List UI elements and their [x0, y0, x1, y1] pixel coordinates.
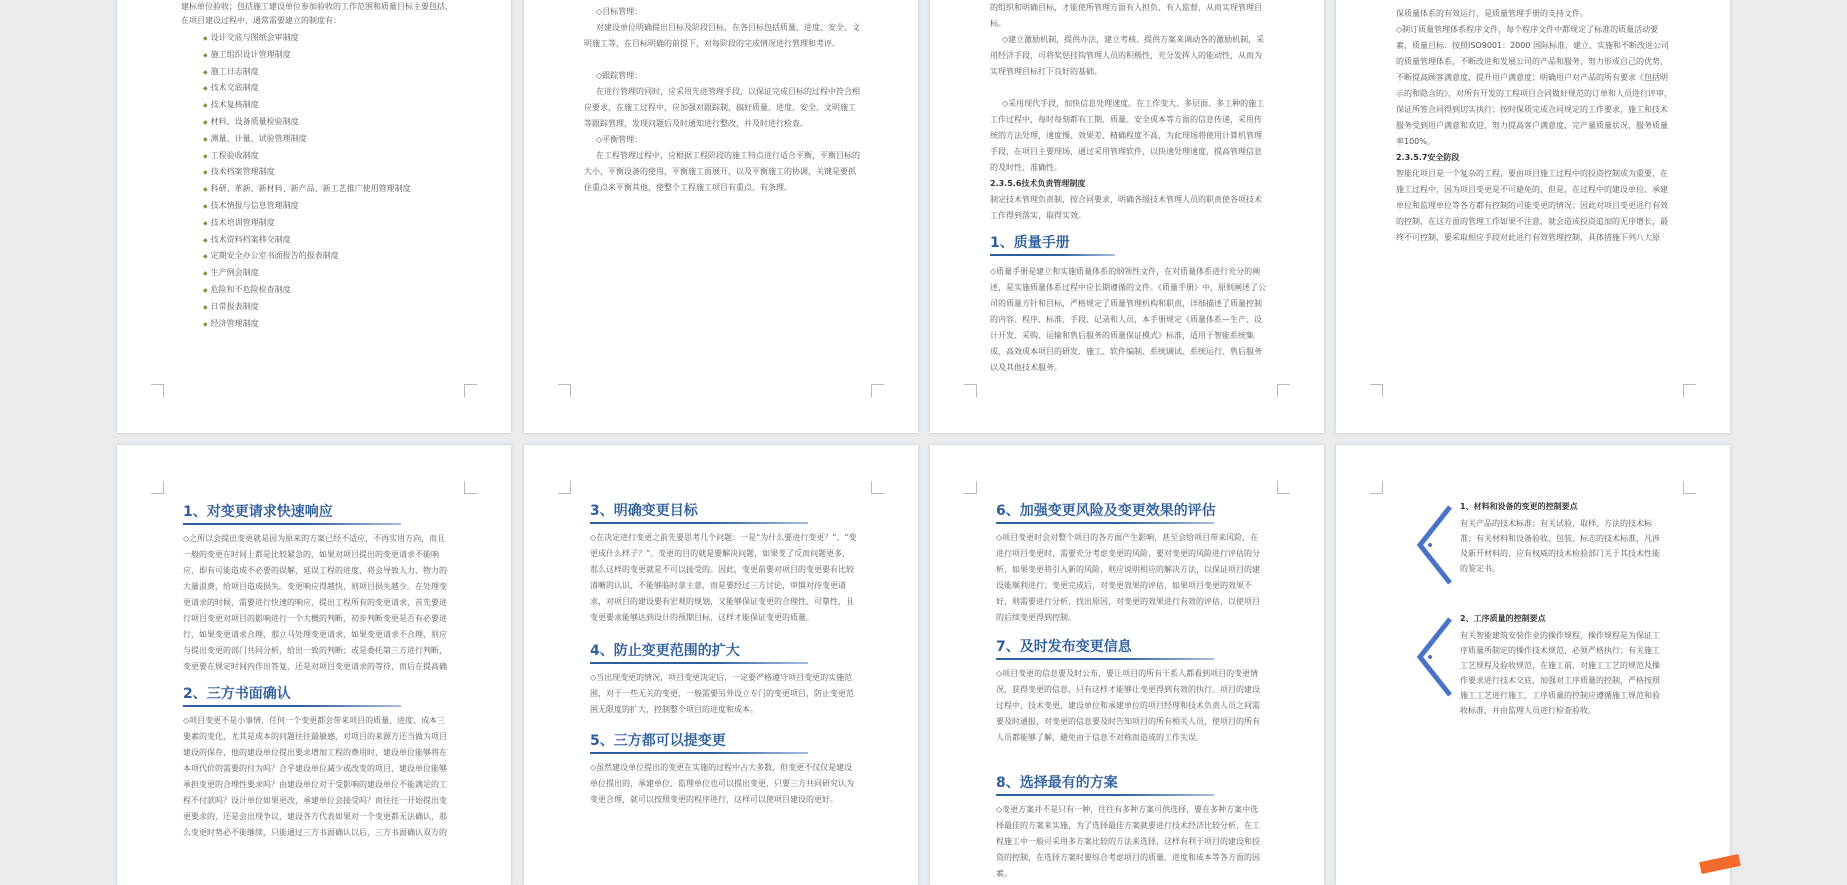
page-4-para-1: ◇制订质量管理体系程序文件，每个程序文件中都规定了标准的质量活动要素，质量目标：按照ISO9001：2000 国际标准，建立、实施和不断改进公司的质量管理体系，不断改进和发展公司的产品和服务，努力形成自己的优势，不断提高顾客满意度，提升用户满意度；明确用户对产品的所有要求《包括明示的和隐含的》，对所有开发的工程项目合同做好规范的订单和人员进行评审，保证所签合同得到切实执行；按时保质完成合同规定的工作要求，施工和技术服务受到用户满意和欢迎，努力提高客户满意度，完产量质量状况，服务质量率100%。	[1396, 25, 1672, 146]
page-1-list-item: ◆ 技术复核制度	[203, 97, 453, 114]
page-1-list-item: ◆ 生产例会制度	[203, 265, 453, 282]
page-6-heading-3: 5、三方都可以提变更	[590, 732, 858, 752]
document-page-5	[117, 445, 511, 885]
page-1-list-item: ◆ 测量、计量、试验管理制度	[203, 131, 453, 148]
page-3-body: ◇质量手册是建立和实施质量体系的纲领性文件，在对质量体系进行充分的阐述，是实施质量体系过程中应长期遵循的文件。《质量手册》中，原则阐述了公司的质量方针和目标，严格规定了质量管理机构和职责，详细描述了质量控制的内容、程序、标准、手段、记录和人员，本手册规定《质量体系—生产、设计开发、采购、运输和售后服务的质量保证模式》标准，适用于智能系统集成、高效成本项目的研发、施工、软件编制、系统调试、系统运行、售后服务以及其他技术服务。	[990, 267, 1266, 372]
page-5-text-1: ◇之所以会提出变更就是因为原来的方案已经不适应，不再实用方向，而且一般的变更在时间上都是比较紧急的，如果对项目提出的变更请求不能响应，即有可能造成不必要的误解，延误工程的进度，将会导致人力、物力的大量浪费，给项目造成损失。变更响应得越快，则项目损失越少。在处理变更请求的时候，需要进行快速的响应，提出工程所有的变更请求，首先要进行项目变更对项目的影响进行一个大概的判断，初步判断变更是否有必要进行，如果变更请求合理，那立马处理变更请求，如果变更请求不合理，则应与提出变更的部门共同分析，给出一致的判断；或是委托第三方进行判断，变更要在规定时间内作出答复，还是对项目变更请求的等待，而后在提高确	[183, 534, 447, 671]
page-8-item-2	[1460, 613, 1660, 718]
page-1-list-item: ◆ 危险和不危险检查制度	[203, 282, 453, 299]
page-6-text-1: ◇在决定进行变更之前先要思考几个问题：一是“为什么要进行变更？”、“变更成什么样子？”。变更的目的就是要解决问题，如果变了反而问题更多，那么这样的变更就是不可以接受的。因此，变更前要对项目的变更要有比较清晰的认识，不能够临时拿主意，而是要经过三方讨论，审慎对待变更请求，对项目的建设要有宏观的规划，又能够保证变更的合理性、可靠性，且变更要求能够达到设计的预期目标，这样才能保证变更的质量。	[590, 533, 857, 622]
page-4-sub-heading: 2.3.5.7安全防段	[1396, 153, 1460, 162]
page-5-content	[183, 503, 451, 841]
page-8-item-1-text: 有关产品的技术标准；有关试验、取样、方法的技术标准；有关材料和设备验收、包装、标志的技术标准，凡涉及新开材料的，应有权威的技术检验部门关于其技术性能的鉴定书。	[1460, 519, 1660, 573]
chevron-arrow-icon	[1414, 615, 1458, 699]
page-1-list-item: ◆ 工程验收制度	[203, 148, 453, 165]
page-1-list-item: ◆ 日常报表制度	[203, 299, 453, 316]
page-3-heading: 1、质量手册	[990, 234, 1266, 254]
page-1-list-item: ◆ 定期安全办公室书面报告的报表制度	[203, 248, 453, 265]
page-6-text-3: ◇虽然建设单位提出的变更在实施的过程中占大多数，但变更不仅仅是建设单位提出的，承建单位、监理单位也可以提出变更，只要三方共同研究认为变更合理，就可以按照变更的程序进行，这样可以使项目建设的更好。	[590, 763, 854, 804]
corner-mark	[558, 384, 571, 397]
page-2-item-text: 在进行管理的同时，应采用先进管理手段，以保证完成目标的过程中符合相应要求，在施工过程中，应加强对跟踪制，搞好质量、进度、安全、文明施工等跟踪管理，发现问题后及时通知进行整改，并及时进行检查。	[584, 87, 860, 128]
document-page-7	[930, 445, 1324, 885]
page-2-content	[584, 4, 860, 196]
page-1-list	[181, 30, 453, 332]
page-1-list-item: ◆ 技术档案管理制度	[203, 164, 453, 181]
corner-mark	[1683, 384, 1696, 397]
page-6-heading-1: 3、明确变更目标	[590, 502, 858, 522]
page-8-item-2-text: 有关智能建筑安装作业的操作规程，操作规程是为保证工序质量所制定的操作技术规范，必须严格执行；有关施工工艺规程及验收规范，在施工前，对施工工艺的规范及操作要求进行技术交底，加强对工序质量的控制，严格按照施工工艺进行施工，工序质量的控制应遵循施工规范和验收标准，并由监理人员进行检查验收。	[1460, 631, 1660, 715]
corner-mark	[964, 481, 977, 494]
corner-mark	[558, 481, 571, 494]
document-page-1	[117, 0, 511, 433]
page-4-top: 保质量体系的有效运行，是质量管理手册的支持文件。	[1396, 9, 1588, 18]
chevron-marker-2	[1414, 615, 1458, 695]
page-1-list-item: ◆ 技术培训管理制度	[203, 215, 453, 232]
page-3-sub-heading: 2.3.5.6技术负责管理制度	[990, 179, 1086, 188]
page-6-content	[590, 502, 858, 824]
page-8-item-1-head: 1、材料和设备的变更的控制要点	[1460, 502, 1578, 511]
page-1-list-item: ◆ 设计交底与图纸会审制度	[203, 30, 453, 47]
corner-mark	[1277, 384, 1290, 397]
page-4-content	[1396, 6, 1672, 246]
page-2-item-text: 对建设单位明确提出目标及阶段目标，在各目标包括质量、进度、安全、文明施工等，在目标明确的前提下，对每阶段的完成情况进行管理和考评。	[584, 23, 860, 48]
page-2-item-text: 在工程管理过程中，应根据工程阶段的施工特点进行适合平衡，平衡目标的大小，平衡设备的使用，平衡施工面展开，以及平衡施工的协调，关键是要抓住重点来平衡其他，使整个工程施工项目有重点、有条理。	[584, 151, 860, 192]
page-1-list-item: ◆ 科研、革新、新材料、新产品、新工艺推广使用管理制度	[203, 181, 453, 198]
page-1-list-item: ◆ 经济管理制度	[203, 316, 453, 333]
document-page-6	[524, 445, 918, 885]
page-3-sub-text: 制定技术管理负责制，按合同要求，明确各级技术管理人员的职责使各项技术工作得到落实，取得实效。	[990, 195, 1262, 220]
page-3-item-text: ◇采用现代手段，加快信息处理速度。在工作变大、多层面、多工种的施工工作过程中，每时每刻都有工期、质量、安全成本等方面的信息传递，采用传统的方法处理，速度慢、效果差、精确程度不高，为此现场将使用计算机管理手段，在项目主要现场，通过采用管理软件，以快速处理速度，提高管理信息的及时性、准确性。	[990, 99, 1265, 172]
document-page-4	[1336, 0, 1730, 433]
corner-mark	[151, 384, 164, 397]
page-1-list-item: ◆ 施工日志制度	[203, 64, 453, 81]
page-6-heading-2: 4、防止变更范围的扩大	[590, 642, 858, 662]
page-2-item-head: ◇平衡管理：	[596, 135, 643, 144]
page-8-item-2-head: 2、工序质量的控制要点	[1460, 614, 1546, 623]
page-8-item-1	[1460, 501, 1660, 576]
document-page-8	[1336, 445, 1730, 885]
page-1-list-item: ◆ 技术情报与信息管理制度	[203, 198, 453, 215]
corner-mark	[464, 384, 477, 397]
page-5-heading-2: 2、三方书面确认	[183, 685, 451, 705]
chevron-arrow-icon	[1414, 503, 1458, 587]
page-6-text-2: ◇当出现变更的情况，项目变更决定后，一定要严格遵守项目变更的实施范围，对于一些无关的变更，一般需要另外设立专门的变更项目，防止变更范围无限度的扩大，控制整个项目的进度和成本。	[590, 673, 854, 714]
page-1-list-item: ◆ 技术资料档案移交制度	[203, 232, 453, 249]
chevron-marker-1	[1414, 503, 1458, 583]
page-7-heading-1: 6、加强变更风险及变更效果的评估	[996, 502, 1264, 522]
page-1-content	[181, 0, 453, 332]
corner-mark	[151, 481, 164, 494]
page-7-text-1: ◇项目变更时会对整个项目的各方面产生影响，甚至会给项目带来风险，在进行项目变更时，需要充分考虑变更的风险，要对变更的风险进行评估的分析，如果变更将引入新的风险，则应说明相应的解决方法，以保证项目的建设能顺利进行；变更完成后，对变更效果的评估，如果项目变更的效果不好，则需要进行分析，找出原因，对变更的效果进行有效的评估，以使项目的后续变更得到控制。	[996, 533, 1260, 622]
corner-mark	[871, 384, 884, 397]
page-7-heading-2: 7、及时发布变更信息	[996, 638, 1264, 658]
page-7-content	[996, 502, 1264, 882]
corner-mark	[1370, 384, 1383, 397]
corner-mark	[871, 481, 884, 494]
corner-mark	[1277, 481, 1290, 494]
page-7-text-2: ◇项目变更的信息要及时公布，要让项目的所有干系人都看到项目的变更情况，获得变更的信息，只有这样才能够让变更得到有效的执行。项目的建设过程中，技术变更，建设单位和承建单位的项目经理和技术负责人员之间需要及时通报，对变更的信息要及时告知项目的所有相关人员，使项目的所有人员都能够了解，避免由于信息不对称而造成的工作失误。	[996, 669, 1260, 742]
page-1-list-item: ◆ 施工组织设计管理制度	[203, 47, 453, 64]
page-5-heading-1: 1、对变更请求快速响应	[183, 503, 451, 523]
corner-mark	[964, 384, 977, 397]
document-page-3	[930, 0, 1324, 433]
corner-mark	[1683, 481, 1696, 494]
page-7-text-3: ◇变更方案并不是只有一种，往往有多种方案可供选择，要在多种方案中选择最佳的方案来实施，为了选择最佳方案就要进行技术经济比较分析，在工程施工中一般可采用多方案比较的方法来选择，这样有利于项目的建设和投资的控制，在选择方案时要综合考虑项目的质量、进度和成本等各方面的因素。	[996, 805, 1260, 878]
page-3-content	[990, 0, 1266, 376]
page-2-item-head: ◇目标管理：	[596, 7, 643, 16]
page-4-para-2: 智能化项目是一个复杂的工程，要由项目施工过程中的投资控制成为重要，在施工过程中，因为项目变更是不可避免的，但是，在过程中的建设单位、承建单位和监理单位等各方都有控制的可能变更的情况；因此对项目变更进行有效的控制，在这方面的管理工作如果不注意，就会造成投资追加的无序增长，最终不可控制，要采取相应手段对此进行有效管理控制，具体措施下列八大原	[1396, 169, 1668, 242]
page-2-item-head: ◇跟踪管理：	[596, 71, 643, 80]
corner-mark	[464, 481, 477, 494]
page-1-list-item: ◆ 材料、设备质量检验制度	[203, 114, 453, 131]
page-3-top-text: 的组织和明确目标，才能使所管理方面有人担负、有人监督，从而实现管理目标。	[990, 3, 1262, 28]
document-page-2	[524, 0, 918, 433]
page-1-intro: 建标单位验收；包括施工建设单位参加验收的工作范围和质量目标主要包括，在项目建设过程中，通常需要建立的制度有：	[181, 2, 453, 25]
page-5-text-2: ◇项目变更不是小事情，任何一个变更都会带来项目的质量、进度、成本三要素的变化，尤其是成本的问题往往最敏感，对项目的来源方还当做为项目建设的保存，他的建设单位提出要求增加工程的费用时，建设单位能够将在本项代价的需要的付为吗？合乎建设单位减少或改变的项目，建设单位能够承担变更的合理性要求吗？由建设单位对于受影响的建设单位不能满足的工程不付款吗？设计单位如果更改，承建单位会接受吗？而往往一开始提出变更要求的，还是会出现争议，建设各方代表如果对一个变更都无法确认，那么变更时势必不能继续，只能通过三方书面确认以后，三方书面确认双方的	[183, 716, 447, 837]
page-1-list-item: ◆ 技术交底制度	[203, 80, 453, 97]
corner-mark	[1370, 481, 1383, 494]
page-7-heading-3: 8、选择最有的方案	[996, 774, 1264, 794]
page-3-item-text: ◇建立激励机制，提供办法，建立考核、提供方案来调动各的激励机制，采用经济手段，可将奖惩挂钩管理人员的积极性，充分发挥人的能动性，从而为实现管理目标打下良好的基础。	[990, 35, 1265, 76]
